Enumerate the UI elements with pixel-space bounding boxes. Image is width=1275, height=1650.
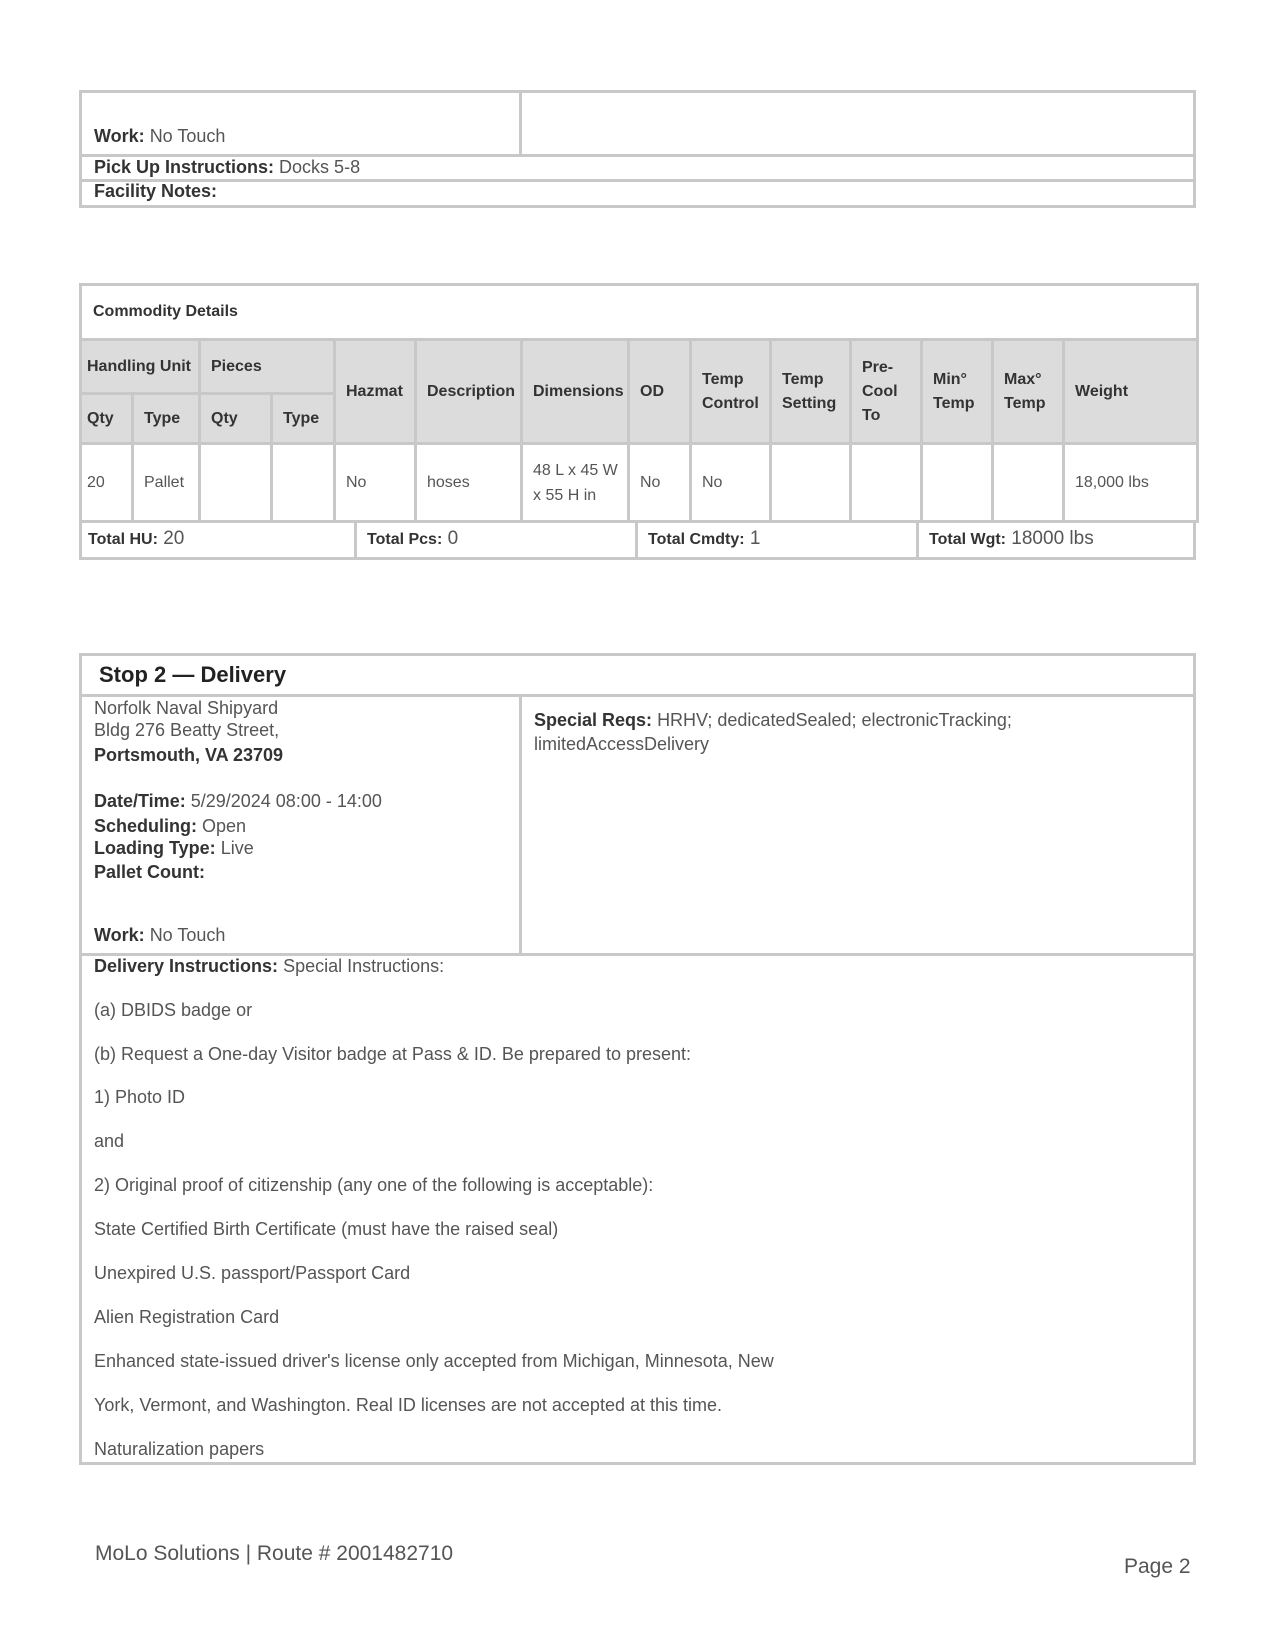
total-wgt-label: Total Wgt:: [929, 531, 1007, 548]
stop2-header: [82, 656, 1193, 697]
loading-type-label: Loading Type:: [94, 838, 216, 858]
cell-pcs-type: [272, 444, 335, 522]
facility-notes-label: Facility Notes:: [94, 181, 218, 201]
pickup-instructions-line: [94, 157, 360, 178]
cell-temp-setting: [771, 444, 851, 522]
header-od: OD: [629, 340, 691, 444]
delivery-instructions-label: Delivery Instructions:: [94, 956, 279, 976]
datetime-label: Date/Time:: [94, 791, 186, 811]
totals-divider: [354, 523, 357, 557]
stop1-info-row: [82, 93, 1193, 157]
cell-temp-control: No: [691, 444, 771, 522]
facility-name: Norfolk Naval Shipyard: [94, 698, 279, 718]
cell-dimensions: 48 L x 45 W x 55 H in: [522, 444, 629, 522]
commodity-totals: [79, 523, 1196, 560]
instruction-line: 2) Original proof of citizenship (any one of the following is acceptable):: [94, 1175, 654, 1195]
special-reqs-label: Special Reqs:: [534, 710, 653, 730]
total-wgt-value: 18000 lbs: [1011, 528, 1094, 549]
work-value: No Touch: [149, 126, 226, 146]
work-label: Work:: [94, 925, 145, 945]
total-hu-label: Total HU:: [88, 531, 158, 548]
header-pcs-type: Type: [272, 394, 335, 444]
column-divider: [519, 93, 522, 157]
city-line: Portsmouth, VA 23709: [94, 745, 284, 765]
stop2-work-line: [94, 925, 225, 946]
pickup-instructions-label: Pick Up Instructions:: [94, 157, 275, 177]
cell-hu-type: Pallet: [133, 444, 200, 522]
instruction-line: and: [94, 1131, 125, 1151]
total-cmdty-label: Total Cmdty:: [648, 531, 745, 548]
instruction-line: Enhanced state-issued driver's license only accepted from Michigan, Minnesota, New: [94, 1351, 774, 1371]
instruction-line: Alien Registration Card: [94, 1307, 280, 1327]
cell-max-temp: [993, 444, 1064, 522]
instruction-line: Naturalization papers: [94, 1439, 265, 1459]
total-wgt: [926, 523, 1094, 557]
header-hu-type: Type: [133, 394, 200, 444]
cell-hazmat: No: [335, 444, 416, 522]
header-dimensions: Dimensions: [522, 340, 629, 444]
work-value: No Touch: [149, 925, 226, 945]
stop1-section: [79, 90, 1196, 208]
cell-od: No: [629, 444, 691, 522]
header-handling-unit: Handling Unit: [81, 340, 200, 394]
header-pcs-qty: Qty: [200, 394, 272, 444]
pickup-instructions-value: Docks 5-8: [279, 157, 361, 177]
special-reqs-continued: limitedAccessDelivery: [534, 734, 710, 754]
delivery-instructions-heading: [94, 956, 444, 977]
column-divider: [519, 697, 522, 956]
instruction-line: Unexpired U.S. passport/Passport Card: [94, 1263, 411, 1283]
total-cmdty-value: 1: [749, 528, 761, 549]
cell-weight: 18,000 lbs: [1064, 444, 1198, 522]
facility-notes-row: [82, 182, 1193, 205]
header-weight: Weight: [1064, 340, 1198, 444]
cell-hu-qty: 20: [81, 444, 133, 522]
totals-divider: [635, 523, 638, 557]
facility-notes-line: [94, 181, 217, 202]
pickup-instructions-row: [82, 157, 1193, 182]
datetime-value: 5/29/2024 08:00 - 14:00: [190, 791, 382, 811]
footer-route: MoLo Solutions | Route # 2001482710: [95, 1542, 454, 1565]
instruction-line: State Certified Birth Certificate (must have the raised seal): [94, 1219, 559, 1239]
total-hu-value: 20: [163, 528, 185, 549]
instruction-line: York, Vermont, and Washington. Real ID licenses are not accepted at this time.: [94, 1395, 722, 1415]
datetime-line: [94, 791, 382, 812]
total-cmdty: [645, 523, 760, 557]
loading-type-value: Live: [220, 838, 254, 858]
address-line: Bldg 276 Beatty Street,: [94, 720, 280, 740]
loading-type-line: [94, 838, 254, 859]
stop1-work-line: [94, 126, 225, 147]
total-pcs: [364, 523, 458, 557]
table-row: [81, 444, 1198, 522]
header-hu-qty: Qty: [81, 394, 133, 444]
delivery-instructions-intro: Special Instructions:: [283, 956, 445, 976]
stop2-section: [79, 653, 1196, 1465]
total-pcs-value: 0: [447, 528, 459, 549]
instruction-line: (b) Request a One-day Visitor badge at Pass & ID. Be prepared to present:: [94, 1044, 691, 1064]
special-reqs-line: [534, 710, 1012, 731]
pallet-count-label: Pallet Count:: [94, 862, 205, 882]
header-pre-cool: Pre-Cool To: [851, 340, 922, 444]
cell-pcs-qty: [200, 444, 272, 522]
totals-divider: [916, 523, 919, 557]
header-min-temp: Min° Temp: [922, 340, 993, 444]
work-label: Work:: [94, 126, 145, 146]
stop2-title: Stop 2 — Delivery: [99, 662, 287, 687]
header-max-temp: Max° Temp: [993, 340, 1064, 444]
commodity-title: Commodity Details: [81, 285, 1198, 340]
cell-pre-cool: [851, 444, 922, 522]
footer-page-number: Page 2: [1124, 1555, 1191, 1578]
instruction-line: (a) DBIDS badge or: [94, 1000, 253, 1020]
total-pcs-label: Total Pcs:: [367, 531, 443, 548]
scheduling-value: Open: [202, 816, 247, 836]
scheduling-label: Scheduling:: [94, 816, 197, 836]
instruction-line: 1) Photo ID: [94, 1087, 186, 1107]
delivery-instructions: [82, 956, 1193, 1462]
header-hazmat: Hazmat: [335, 340, 416, 444]
header-temp-setting: Temp Setting: [771, 340, 851, 444]
cell-description: hoses: [416, 444, 522, 522]
cell-min-temp: [922, 444, 993, 522]
special-reqs-value: HRHV; dedicatedSealed; electronicTracking;: [657, 710, 1012, 730]
header-temp-control: Temp Control: [691, 340, 771, 444]
scheduling-line: [94, 816, 246, 837]
commodity-table: [79, 283, 1199, 523]
stop2-info-row: [82, 697, 1193, 956]
pallet-count-line: [94, 862, 205, 883]
total-hu: [85, 523, 184, 557]
header-description: Description: [416, 340, 522, 444]
header-pieces: Pieces: [200, 340, 335, 394]
